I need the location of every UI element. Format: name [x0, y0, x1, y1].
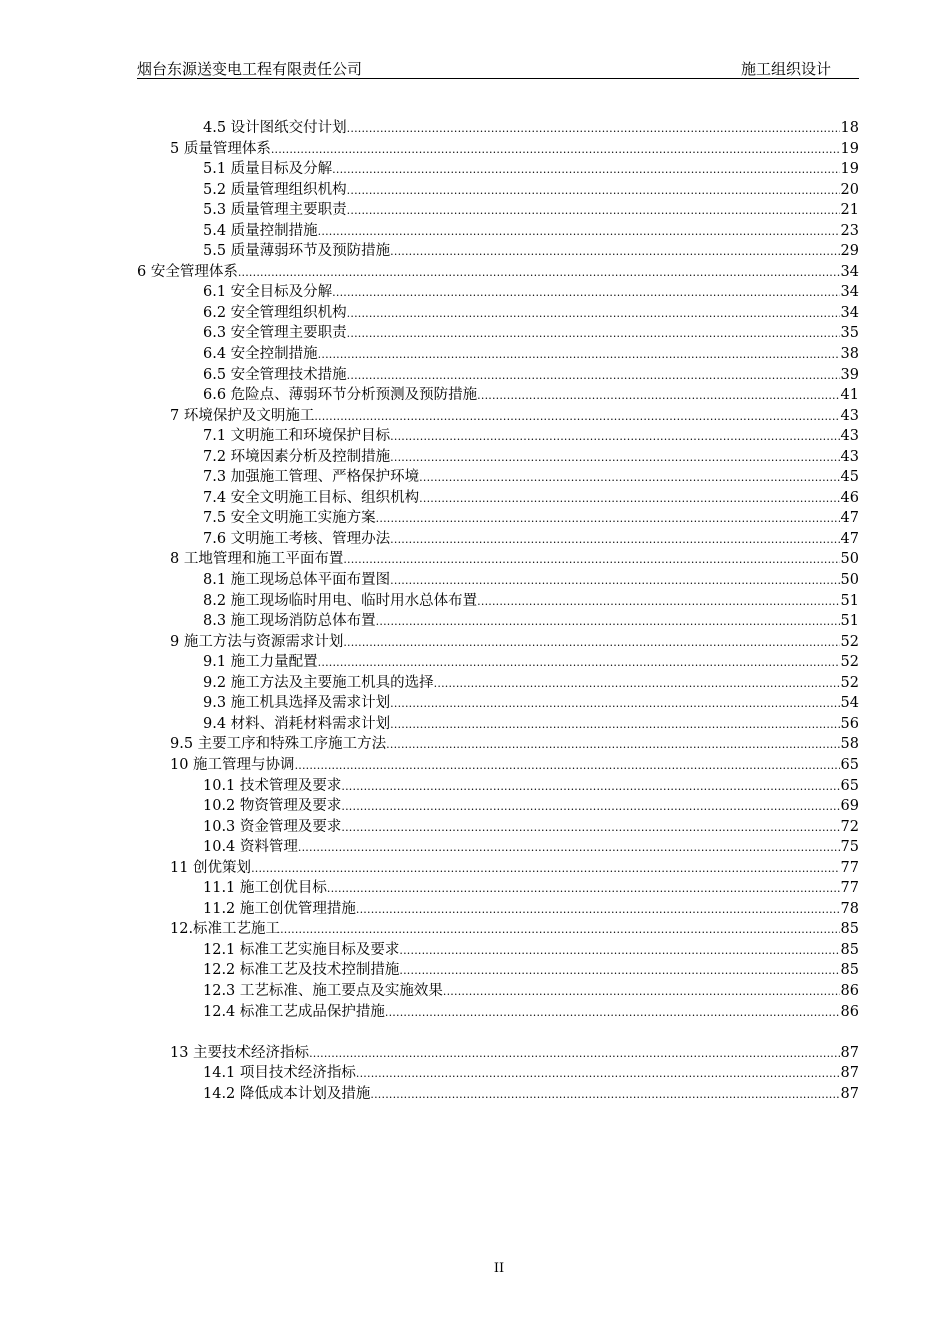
- toc-entry[interactable]: [137, 303, 860, 324]
- toc-entry[interactable]: [137, 796, 860, 817]
- toc-entry[interactable]: [137, 878, 860, 899]
- toc-entry[interactable]: [137, 1002, 860, 1023]
- toc-entry[interactable]: [137, 899, 860, 920]
- toc-entry[interactable]: [137, 426, 860, 447]
- toc-entry-page: 54: [840, 695, 859, 712]
- toc-dot-leader: [347, 303, 840, 325]
- toc-entry-label: 9.2 施工方法及主要施工机具的选择: [203, 674, 434, 691]
- toc-dot-leader: [341, 817, 839, 839]
- toc-entry-page: 19: [840, 140, 859, 157]
- toc-entry-page: 52: [840, 674, 859, 691]
- toc-dot-leader: [318, 652, 840, 674]
- toc-entry[interactable]: [137, 467, 860, 488]
- toc-dot-leader: [347, 118, 840, 140]
- toc-dot-leader: [477, 591, 839, 613]
- toc-entry[interactable]: [137, 180, 860, 201]
- toc-entry[interactable]: [137, 591, 860, 612]
- toc-entry-label: 5.1 质量目标及分解: [203, 161, 333, 178]
- toc-entry[interactable]: [137, 323, 860, 344]
- toc-dot-leader: [390, 529, 839, 551]
- table-of-contents: [137, 118, 860, 1104]
- toc-entry[interactable]: [137, 1084, 860, 1105]
- toc-dot-leader: [347, 365, 840, 387]
- toc-entry-label: 6.5 安全管理技术措施: [203, 366, 347, 383]
- toc-entry[interactable]: [137, 755, 860, 776]
- toc-entry-label: 12.1 标准工艺实施目标及要求: [203, 941, 400, 958]
- toc-entry-page: 39: [840, 366, 859, 383]
- toc-dot-leader: [390, 426, 839, 448]
- toc-dot-leader: [343, 632, 839, 654]
- toc-entry-label: 13 主要技术经济指标: [170, 1044, 310, 1061]
- toc-dot-leader: [347, 200, 840, 222]
- toc-entry-page: 43: [840, 407, 859, 424]
- toc-entry-page: 35: [840, 325, 859, 342]
- toc-entry-page: 34: [840, 284, 859, 301]
- toc-entry-label: 11 创优策划: [170, 859, 252, 876]
- document-title: 施工组织设计: [740, 60, 831, 78]
- toc-entry[interactable]: [137, 406, 860, 427]
- toc-entry-page: 52: [840, 633, 859, 650]
- toc-entry[interactable]: [137, 508, 860, 529]
- toc-entry-label: 9.5 主要工序和特殊工序施工方法: [170, 736, 387, 753]
- toc-entry[interactable]: [137, 118, 860, 139]
- toc-entry[interactable]: [137, 221, 860, 242]
- toc-entry-label: 9.1 施工力量配置: [203, 654, 318, 671]
- toc-entry-page: 69: [840, 798, 859, 815]
- toc-entry-page: 87: [840, 1065, 859, 1082]
- toc-dot-leader: [271, 139, 840, 161]
- toc-dot-leader: [341, 796, 839, 818]
- toc-entry-page: 43: [840, 448, 859, 465]
- toc-entry[interactable]: [137, 734, 860, 755]
- toc-dot-leader: [314, 406, 839, 428]
- toc-entry[interactable]: [137, 919, 860, 940]
- toc-entry[interactable]: [137, 159, 860, 180]
- toc-dot-leader: [390, 714, 839, 736]
- toc-entry-page: 65: [840, 777, 859, 794]
- toc-dot-leader: [318, 344, 840, 366]
- toc-entry[interactable]: [137, 817, 860, 838]
- toc-entry[interactable]: [137, 858, 860, 879]
- toc-entry-label: 6.2 安全管理组织机构: [203, 304, 347, 321]
- toc-dot-leader: [280, 919, 839, 941]
- toc-entry-page: 41: [840, 387, 859, 404]
- toc-entry-page: 72: [840, 818, 859, 835]
- toc-entry-page: 77: [840, 880, 859, 897]
- toc-dot-leader: [347, 323, 840, 345]
- toc-entry[interactable]: [137, 549, 860, 570]
- toc-dot-leader: [356, 1063, 840, 1085]
- toc-entry-label: 9.3 施工机具选择及需求计划: [203, 695, 391, 712]
- toc-dot-leader: [376, 611, 840, 633]
- toc-entry-label: 4.5 设计图纸交付计划: [203, 120, 347, 136]
- toc-entry-page: 50: [840, 551, 859, 568]
- toc-dot-leader: [356, 899, 840, 921]
- toc-entry-label: 12.标准工艺施工: [170, 921, 281, 938]
- toc-entry[interactable]: [137, 385, 860, 406]
- toc-dot-leader: [343, 549, 839, 571]
- toc-entry-label: 7.6 文明施工考核、管理办法: [203, 530, 391, 547]
- toc-entry-page: 78: [840, 900, 859, 917]
- toc-entry-label: 7 环境保护及文明施工: [170, 407, 315, 424]
- toc-entry-page: 65: [840, 756, 859, 773]
- toc-dot-leader: [347, 180, 840, 202]
- toc-entry-page: 77: [840, 859, 859, 876]
- toc-entry-label: 5.3 质量管理主要职责: [203, 202, 347, 219]
- toc-entry-page: 18: [840, 120, 859, 136]
- toc-entry-page: 87: [840, 1044, 859, 1061]
- toc-entry-label: 12.2 标准工艺及技术控制措施: [203, 962, 400, 979]
- toc-entry-label: 5.4 质量控制措施: [203, 222, 318, 239]
- toc-entry[interactable]: [137, 940, 860, 961]
- toc-entry-label: 10.1 技术管理及要求: [203, 777, 342, 794]
- toc-entry-label: 7.2 环境因素分析及控制措施: [203, 448, 391, 465]
- toc-dot-leader: [434, 673, 840, 695]
- toc-entry[interactable]: [137, 776, 860, 797]
- toc-entry-label: 10.4 资料管理: [203, 839, 298, 856]
- toc-entry[interactable]: [137, 611, 860, 632]
- toc-dot-leader: [327, 878, 840, 900]
- company-name: 烟台东源送变电工程有限责任公司: [137, 60, 363, 78]
- toc-dot-leader: [251, 858, 839, 880]
- toc-entry[interactable]: [137, 488, 860, 509]
- toc-entry[interactable]: [137, 139, 860, 160]
- toc-entry-label: 12.4 标准工艺成品保护措施: [203, 1003, 385, 1020]
- toc-entry-page: 47: [840, 530, 859, 547]
- toc-entry[interactable]: [137, 981, 860, 1002]
- toc-dot-leader: [477, 385, 839, 407]
- toc-entry-page: 34: [840, 263, 859, 280]
- toc-entry[interactable]: [137, 344, 860, 365]
- toc-entry[interactable]: [137, 262, 860, 283]
- toc-dot-leader: [443, 981, 840, 1003]
- toc-entry[interactable]: [137, 1063, 860, 1084]
- toc-entry-page: 51: [840, 613, 859, 630]
- toc-entry-label: 6.1 安全目标及分解: [203, 284, 333, 301]
- toc-entry-page: 56: [840, 715, 859, 732]
- toc-entry-label: 12.3 工艺标准、施工要点及实施效果: [203, 982, 443, 999]
- toc-entry[interactable]: [137, 837, 860, 858]
- toc-entry-label: 5.2 质量管理组织机构: [203, 181, 347, 198]
- toc-entry[interactable]: [137, 200, 860, 221]
- toc-entry-page: 58: [840, 736, 859, 753]
- toc-entry-label: 10 施工管理与协调: [170, 756, 295, 773]
- toc-entry-page: 38: [840, 346, 859, 363]
- toc-entry-label: 6.4 安全控制措施: [203, 346, 318, 363]
- toc-entry-page: 50: [840, 572, 859, 589]
- toc-entry-label: 7.1 文明施工和环境保护目标: [203, 428, 391, 445]
- toc-entry[interactable]: [137, 365, 860, 386]
- toc-entry-label: 5.5 质量薄弱环节及预防措施: [203, 243, 391, 260]
- toc-entry-page: 75: [840, 839, 859, 856]
- toc-dot-leader: [390, 570, 839, 592]
- toc-entry-label: 6.3 安全管理主要职责: [203, 325, 347, 342]
- toc-entry[interactable]: [137, 1043, 860, 1064]
- toc-entry-page: 47: [840, 510, 859, 527]
- toc-entry-label: 6 安全管理体系: [137, 263, 238, 280]
- toc-dot-leader: [370, 1084, 839, 1106]
- toc-entry-label: 11.2 施工创优管理措施: [203, 900, 356, 917]
- toc-entry[interactable]: [137, 632, 860, 653]
- toc-entry-label: 8.2 施工现场临时用电、临时用水总体布置: [203, 592, 478, 609]
- toc-entry-label: 9 施工方法与资源需求计划: [170, 633, 344, 650]
- toc-dot-leader: [376, 508, 840, 530]
- toc-entry-label: 14.1 项目技术经济指标: [203, 1065, 356, 1082]
- toc-entry-label: 11.1 施工创优目标: [203, 880, 327, 897]
- toc-dot-leader: [318, 221, 840, 243]
- toc-entry-label: 10.2 物资管理及要求: [203, 798, 342, 815]
- toc-entry-label: 8.1 施工现场总体平面布置图: [203, 572, 391, 589]
- toc-dot-leader: [385, 1002, 840, 1024]
- toc-dot-leader: [419, 488, 839, 510]
- toc-dot-leader: [390, 447, 839, 469]
- page-number: II: [493, 1261, 505, 1276]
- toc-entry[interactable]: [137, 673, 860, 694]
- toc-entry-page: 43: [840, 428, 859, 445]
- toc-dot-leader: [390, 241, 839, 263]
- toc-entry[interactable]: [137, 960, 860, 981]
- toc-dot-leader: [332, 159, 839, 181]
- toc-entry-label: 14.2 降低成本计划及措施: [203, 1085, 371, 1102]
- toc-entry-page: 45: [840, 469, 859, 486]
- toc-entry-label: 7.4 安全文明施工目标、组织机构: [203, 489, 420, 506]
- toc-entry-page: 86: [840, 1003, 859, 1020]
- toc-dot-leader: [298, 837, 840, 859]
- toc-dot-leader: [390, 693, 839, 715]
- toc-entry-label: 10.3 资金管理及要求: [203, 818, 342, 835]
- toc-entry-page: 85: [840, 921, 859, 938]
- toc-entry[interactable]: [137, 282, 860, 303]
- toc-entry-label: 8.3 施工现场消防总体布置: [203, 613, 376, 630]
- page-header: [137, 56, 859, 79]
- toc-entry-page: 20: [840, 181, 859, 198]
- toc-entry[interactable]: [137, 570, 860, 591]
- toc-dot-leader: [399, 940, 839, 962]
- toc-entry-label: 7.5 安全文明施工实施方案: [203, 510, 376, 527]
- toc-entry-page: 34: [840, 304, 859, 321]
- toc-dot-leader: [341, 776, 839, 798]
- toc-entry-page: 85: [840, 941, 859, 958]
- toc-entry-page: 51: [840, 592, 859, 609]
- toc-entry[interactable]: [137, 241, 860, 262]
- toc-entry-page: 21: [840, 202, 859, 219]
- toc-dot-leader: [419, 467, 839, 489]
- toc-dot-leader: [332, 282, 839, 304]
- toc-entry[interactable]: [137, 652, 860, 673]
- toc-entry[interactable]: [137, 529, 860, 550]
- toc-entry[interactable]: [137, 714, 860, 735]
- toc-entry-page: 23: [840, 222, 859, 239]
- toc-entry-page: 29: [840, 243, 859, 260]
- toc-entry[interactable]: [137, 693, 860, 714]
- toc-entry-page: 19: [840, 161, 859, 178]
- toc-spacer: [137, 1022, 860, 1043]
- toc-entry-page: 87: [840, 1085, 859, 1102]
- toc-entry-label: 6.6 危险点、薄弱环节分析预测及预防措施: [203, 387, 478, 404]
- toc-entry-page: 86: [840, 982, 859, 999]
- toc-entry-page: 85: [840, 962, 859, 979]
- toc-dot-leader: [238, 262, 840, 284]
- toc-dot-leader: [309, 1043, 839, 1065]
- toc-entry-label: 7.3 加强施工管理、严格保护环境: [203, 469, 420, 486]
- toc-entry[interactable]: [137, 447, 860, 468]
- toc-dot-leader: [386, 734, 839, 756]
- toc-entry-label: 5 质量管理体系: [170, 140, 271, 157]
- toc-entry-label: 9.4 材料、消耗材料需求计划: [203, 715, 391, 732]
- toc-entry-label: 8 工地管理和施工平面布置: [170, 551, 344, 568]
- toc-entry-page: 52: [840, 654, 859, 671]
- toc-entry-page: 46: [840, 489, 859, 506]
- toc-dot-leader: [295, 755, 840, 777]
- toc-dot-leader: [399, 960, 839, 982]
